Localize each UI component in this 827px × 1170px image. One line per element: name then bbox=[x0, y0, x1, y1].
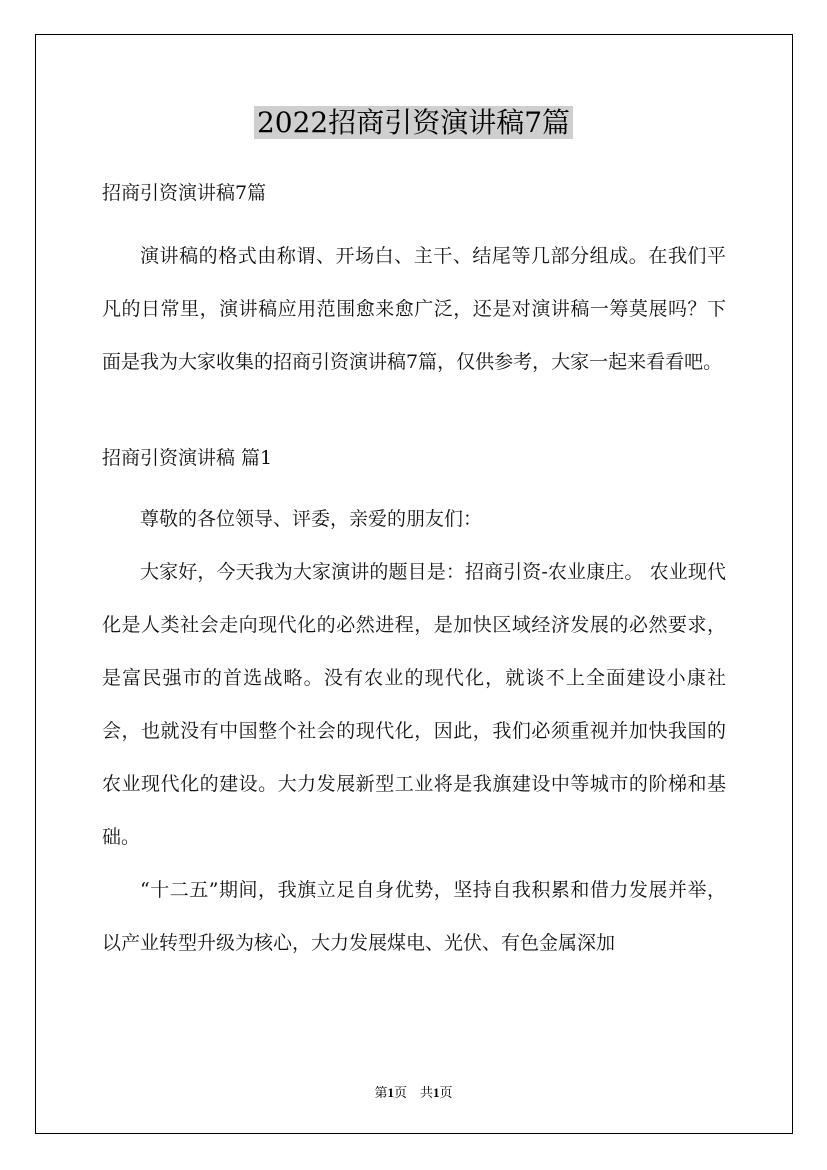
body-paragraph-2: “十二五”期间，我旗立足自身优势，坚持自我积累和借力发展并举，以产业转型升级为核心，大力发展煤电、光伏、有色金属深加 bbox=[102, 879, 726, 954]
subtitle: 招商引资演讲稿7篇 bbox=[102, 182, 267, 204]
document-body bbox=[102, 171, 726, 970]
document-title bbox=[0, 101, 827, 145]
footer-mid: 页 共 bbox=[393, 1085, 433, 1100]
salutation-paragraph: 尊敬的各位领导、评委，亲爱的朋友们： bbox=[140, 508, 483, 530]
document-title-text: 2022招商引资演讲稿7篇 bbox=[254, 106, 573, 139]
page-footer bbox=[0, 1082, 827, 1101]
footer-current-page: 1 bbox=[387, 1085, 394, 1100]
footer-suffix: 页 bbox=[439, 1085, 453, 1100]
body-paragraph-1: 大家好，今天我为大家演讲的题目是：招商引资-农业康庄。 农业现代化是人类社会走向现代化的必然进程，是加快区域经济发展的必然要求，是富民强市的首选战略。没有农业的现代化，就谈不上全面建设小康社会，也就没有中国整个社会的现代化，因此，我们必须重视并加快我国的农业现代化的建设。大力发展新型工业将是我旗建设中等城市的阶梯和基础。 bbox=[102, 561, 726, 848]
intro-paragraph: 演讲稿的格式由称谓、开场白、主干、结尾等几部分组成。在我们平凡的日常里，演讲稿应用范围愈来愈广泛，还是对演讲稿一筹莫展吗？下面是我为大家收集的招商引资演讲稿7篇，仅供参考，大家一起来看看吧。 bbox=[102, 245, 726, 373]
footer-total-pages: 1 bbox=[433, 1085, 440, 1100]
section-heading: 招商引资演讲稿 篇1 bbox=[102, 447, 273, 469]
footer-prefix: 第 bbox=[374, 1085, 388, 1100]
